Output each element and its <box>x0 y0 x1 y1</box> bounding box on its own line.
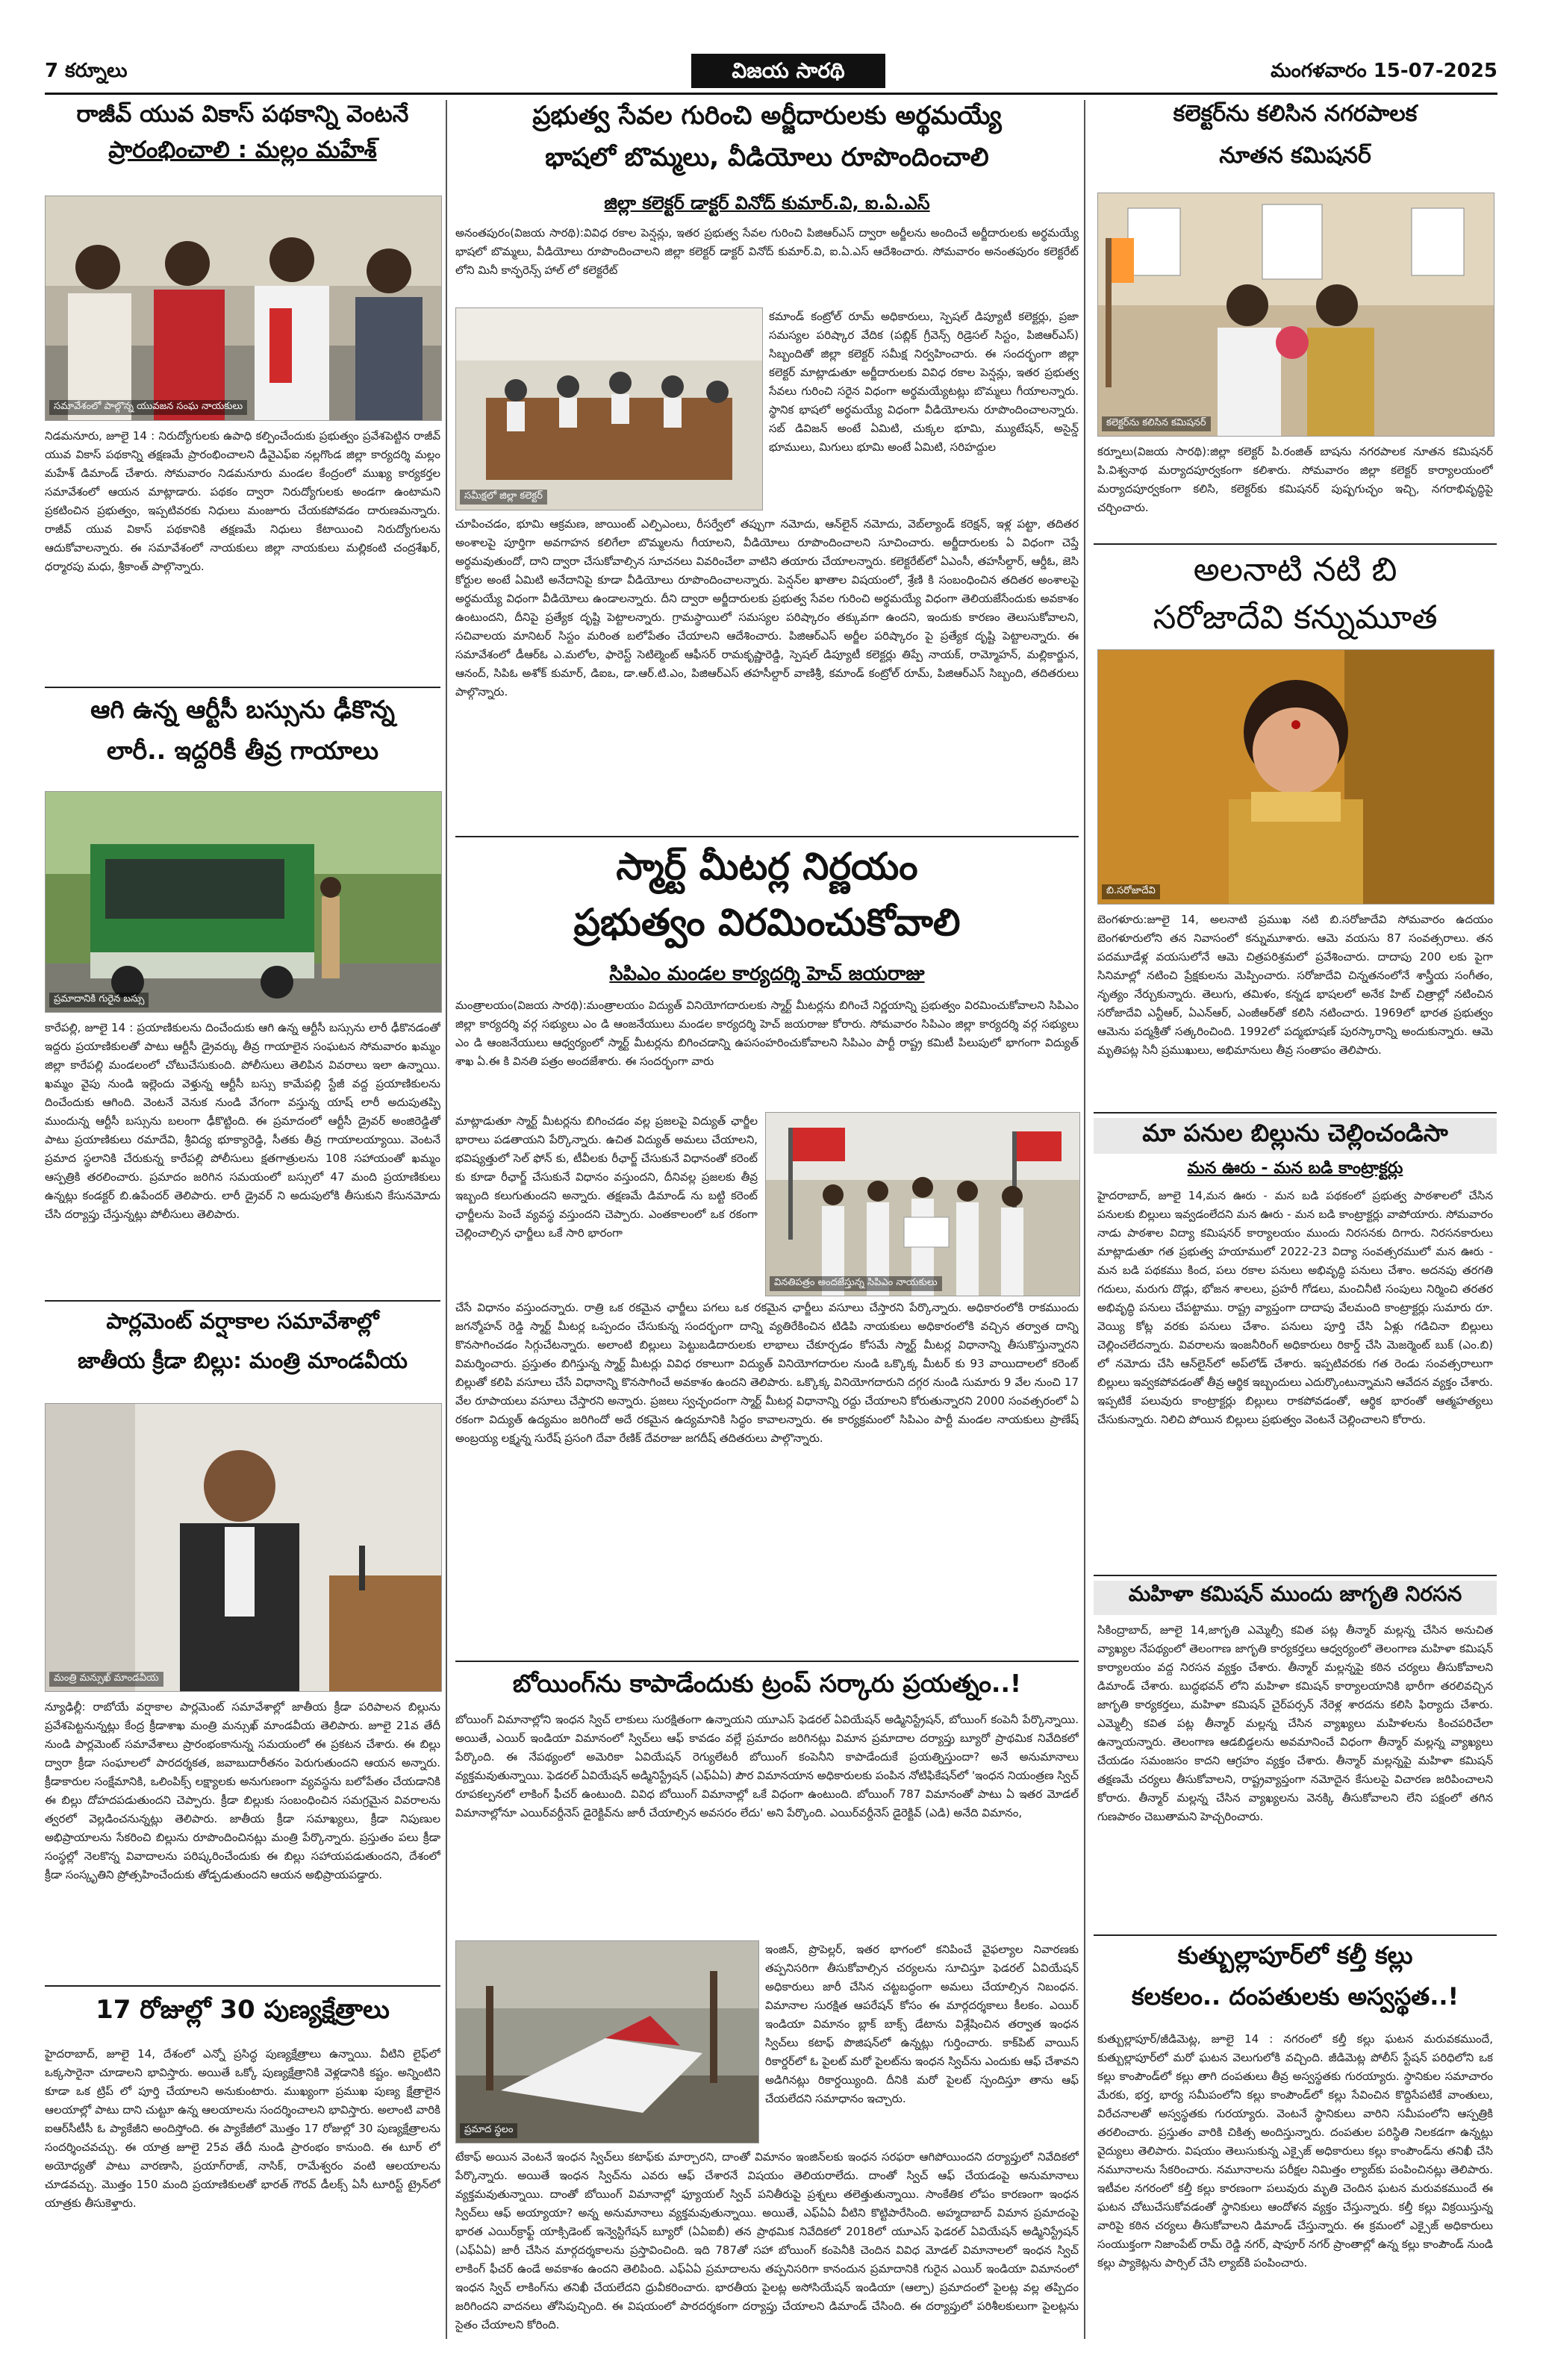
subheadline: మన ఊరు - మన బడి కాంట్రాక్టర్లు <box>1187 1159 1403 1178</box>
story-body: న్యూఢిల్లీ: రాబోయే వర్షాకాల పార్లమెంట్ సమావేశాల్లో జాతీయ క్రీడా పరిపాలన బిల్లును ప్రవేశపెట్టనున్నట్లు కేంద్ర క్రీడాశాఖ మంత్రి మన్సుఖ్ మాండవీయ తెలిపారు. జూలై 21వ తేదీ నుండి పార్లమెంట్ సమావేశాలు ప్రారంభంకానున్న సమయంలో ఈ ప్రకటన చేశారు. ఈ బిల్లు ద్వారా క్రీడా సంఘాలలో పారదర్శకత, జవాబుదారీతనం పెరుగుతుందని ఆయన అన్నారు. క్రీడాకారుల సంక్షేమానికి, ఒలింపిక్స్ లక్ష్యాలకు అనుగుణంగా వ్యవస్థను బలోపేతం చేయడానికి ఈ బిల్లు దోహదపడుతుందని చెప్పారు. క్రీడా బిల్లుకు సంబంధించిన సమగ్రమైన వివరాలను త్వరలో వెల్లడించనున్నట్లు తెలిపారు. జాతీయ క్రీడా సమాఖ్యలు, క్రీడా నిపుణుల అభిప్రాయాలను సేకరించి బిల్లును రూపొందించినట్లు మంత్రి పేర్కొన్నారు. ప్రస్తుతం పలు క్రీడా సంస్థల్లో నెలకొన్న వివాదాలను పరిష్కరించేందుకు ఈ బిల్లు సహాయపడుతుందని, దేశంలో క్రీడా సంస్కృతిని ప్రోత్సహించేందుకు తోడ్పడుతుందని ఆయన అభిప్రాయపడ్డారు. <box>45 1700 440 1881</box>
story-body: చేసే విధానం వస్తుందన్నారు. రాత్రి ఒక రకమైన ఛార్జీలు పగలు ఒక రకమైన ఛార్జీలు వసూలు చేస్తారని పేర్కొన్నారు. అధికారంలోకి రాకముందు జగన్మోహన్ రెడ్డి స్మార్ట్ మీటర్ల ఒప్పందం చేసుకున్న సందర్భంగా దాన్ని వ్యతిరేకించిన టిడిపి నాయకులు అధికారంలోకి వచ్చిన తర్వాత దాన్ని కొనసాగించడం సిగ్గుచేటన్నారు. అలాంటి బిల్లులు పెట్టుబడిదారులకు లాభాలు చేకూర్చడం కోసమే స్మార్ట్ మీటర్ల విధానాన్ని తీసుకొస్తున్నారని విమర్శించారు. ప్రస్తుతం బిగిస్తున్న స్మార్ట్ మీటర్లు వివిధ రకాలుగా విద్యుత్ వినియోగదారుల నుండి ఒక్కొక్క మీటర్ కు 93 వాయిదాలలో కరెంట్ బిల్లుతో కలిపి వసూలు చేసే విధానాన్ని కొనసాగించే అవకాశం ఉందని తెలిపారు. ఒక్కొక్క వినియోగదారుని దగ్గర నుండి సుమారు 9 వేల నుంచి 17 వేల రూపాయలు వసూలు చేస్తారని అన్నారు. ప్రజలు స్వచ్ఛందంగా స్మార్ట్ మీటర్ల విధానాన్ని రద్దు చేయాలని కోరుతున్నారని 2000 సంవత్సరంలో ఏ రకంగా విద్యుత్ ఉద్యమం జరిగిందో అదే రకమైన ఉద్యమానికి సిద్ధం కావాలన్నారు. ఈ కార్యక్రమంలో సిపిఎం పార్టీ మండల నాయకులు ప్రాణేష్ అంబ్రయ్య లక్ష్మన్న సురేష్ ప్రసంగి దేవా రేణిక్ దేవరాజు జగదీష్ తదితరులు పాల్గొన్నారు. <box>455 1301 1079 1445</box>
headline: 17 రోజుల్లో 30 పుణ్యక్షేత్రాలు <box>96 1995 390 2025</box>
photo-caption: ప్రమాదానికి గురైన బస్సు <box>49 993 149 1008</box>
headline: భాషలో బొమ్మలు, వీడియోలు రూపొందించాలి <box>545 143 989 172</box>
photo-caption: బి.సరోజాదేవి <box>1102 884 1160 899</box>
photo-caption: సమీక్షలో జిల్లా కలెక్టర్ <box>460 490 547 505</box>
bus-accident-photo <box>45 791 442 1013</box>
subheadline: జిల్లా కలెక్టర్ డాక్టర్ వినోద్ కుమార్.వి, ఐ.ఏ.ఎస్ <box>604 193 930 213</box>
page-number: 7 కర్నూలు <box>45 60 128 82</box>
masthead <box>45 54 1497 95</box>
headline: ప్రభుత్వ సేవల గురించి అర్జీదారులకు అర్థమయ్యే <box>532 101 1002 131</box>
photo-caption: మంత్రి మన్సుఖ్ మాండవీయ <box>49 1672 163 1687</box>
headline: కలెక్టర్‌ను కలిసిన నగరపాలక <box>1173 101 1418 127</box>
story-body: కర్నూలు(విజయ సారథి):జిల్లా కలెక్టర్ పి.రంజిత్ బాషను నగరపాలక నూతన కమిషనర్ పి.విశ్వనాథ మర్యాదపూర్వకంగా కలిశారు. సోమవారం జిల్లా కలెక్టర్ కార్యాలయంలో మర్యాదపూర్వకంగా కలిసి, కలెక్టర్‌కు కమిషనర్ పుష్పగుచ్ఛం ఇచ్చి, నగరాభివృద్ధిపై చర్చించారు. <box>1097 445 1493 514</box>
headline: రాజీవ్ యువ వికాస్ పథకాన్ని వెంటనే <box>76 101 409 128</box>
story-body: మాట్లాడుతూ స్మార్ట్ మీటర్లను బిగించడం వల్ల ప్రజలపై విద్యుత్ ఛార్జీల భారాలు పడతాయని పేర్కొన్నారు. ఉచిత విద్యుత్ అమలు చేయాలని, భవిష్యత్తులో సెల్ ఫోన్ కు, టీవీలకు రీఛార్జ్ చేసుకునే విధానంతో కరెంట్ కు కూడా రీఛార్జ్ చేసుకునే విధానం వస్తుందని, దీనివల్ల ప్రజలకు తీవ్ర ఇబ్బంది కలుగుతుందని అన్నారు. తక్షణమే డిమాండ్ ను బట్టి కరెంట్ ఛార్జీలను పెంచే వ్యవస్థ వస్తుందని చెప్పారు. ఎంతకాలంలో ఒక రకంగా చెల్లించాల్సిన ఛార్జీలు ఒకే సారి భారంగా <box>455 1114 758 1240</box>
divider <box>45 1985 440 1987</box>
subheadline: సిపిఎం మండల కార్యదర్శి హెచ్ జయరాజు <box>609 963 925 985</box>
collector-meeting-photo <box>455 307 763 510</box>
story-body: హైదరాబాద్, జూలై 14,మన ఊరు - మన బడి పథకంలో ప్రభుత్వ పాఠశాలలో చేసిన పనులకు బిల్లులు ఇవ్వడంలేదని మన ఊరు - మన బడి కాంట్రాక్టర్లు వాపోయారు. సోమవారం నాడు పాఠశాల విద్యా కమిషనర్ కార్యాలయం ముందు నిరసనకు దిగారు. నిరసనకారులు మాట్లాడుతూ గత ప్రభుత్వ హయాములో 2022-23 విద్యా సంవత్సరములో మన ఊరు - మన బడి పథకము కింద, పలు రకాల పనులు అభివృద్ధి పనులు చేశాం. అదనపు తరగతి గదులు, మరుగు దొడ్లు, భోజన శాలలు, ప్రహరీ గోడలు, మంచినీటి సంపులు నిర్మించి తరతర అభివృద్ధి పనులు చేపట్టాము. రాష్ట్ర వ్యాప్తంగా దాదాపు వేలమంది కాంట్రాక్టర్లు సుమారు రూ. వెయ్యి కోట్ల వరకు పనులు చేశాం. పనులు పూర్తి చేసి ఏళ్లు గడిచినా బిల్లులు చెల్లించలేదన్నారు. వివరాలను ఇంజనీరింగ్ అధికారులు రికార్డ్ చేసి మెజర్మెంట్ బుక్ (ఎం.బి) లో నమోదు చేసి ఆన్‌లైన్‌లో అప్‌లోడ్ చేశారు. ఇప్పటివరకు గత రెండు సంవత్సరాలుగా బిల్లులు ఇవ్వకపోవడంతో తీవ్ర ఆర్థిక ఇబ్బందులు ఎదుర్కొంటున్నామని ఆవేదన వ్యక్తం చేశారు. ఇప్పటికే పలువురు కాంట్రాక్టర్లు బిల్లులు రాకపోవడంతో, ఆర్థిక భారంతో ఆత్మహత్యలు చేసుకున్నారు. నిలిచి పోయిన బిల్లులు ప్రభుత్వం వెంటనే చెల్లించాలని కోరారు. <box>1097 1189 1493 1426</box>
group-photo-image <box>46 196 441 420</box>
divider <box>45 687 440 688</box>
story-body: అనంతపురం(విజయ సారథి):వివిధ రకాల పెన్షన్లు, ఇతర ప్రభుత్వ సేవల గురించి పిజిఆర్ఎస్ ద్వారా అర్జీలను అందించే అర్జీదారులకు అర్థమయ్యే భాషలో బొమ్మలు, వీడియోలు రూపొందించాలని జిల్లా కలెక్టర్ డాక్టర్ వినోద్ కుమార్.వి, ఐ.ఏ.ఎస్ ఆదేశించారు. సోమవారం అనంతపురం కలెక్టరేట్ లోని మినీ కాన్ఫరెన్స్ హాల్ లో కలెక్టరేట్ <box>455 226 1079 277</box>
headline: మహిళా కమిషన్ ముందు జాగృతి నిరసన <box>1094 1581 1497 1615</box>
headline: మా పనుల బిల్లును చెల్లించండిసా <box>1094 1118 1497 1154</box>
story-body: సికింద్రాబాద్, జూలై 14,జాగృతి ఎమ్మెల్సీ కవిత పట్ల తీన్మార్ మల్లన్న చేసిన అనుచిత వ్యాఖ్యల నేపథ్యంలో తెలంగాణ జాగృతి కార్యకర్తలు ఆధ్వర్యంలో తెలంగాణ మహిళా కమిషన్ కార్యాలయం వద్ద నిరసన వ్యక్తం చేశారు. తీన్మార్ మల్లన్నపై కఠిన చర్యలు తీసుకోవాలని డిమాండ్ చేశారు. బుద్ధభవన్ లోని మహిళా కమిషన్ కార్యాలయానికి భారీగా తరలివచ్చిన జాగృతి కార్యకర్తలు, మహిళా కమిషన్ చైర్‌పర్సన్ నేరెళ్ల శారదను కలిసి ఫిర్యాదు చేశారు. ఎమ్మెల్సీ కవిత పట్ల తీన్మార్ మల్లన్న చేసిన వ్యాఖ్యలు మహిళలను కించపరిచేలా ఉన్నాయన్నారు. తెలంగాణ ఆడబిడ్డలను అవమానించే విధంగా తీన్మార్ మల్లన్న వ్యాఖ్యలు చేయడం సమంజసం కాదని ఆగ్రహం వ్యక్తం చేశారు. తీన్మార్ మల్లన్నపై మహిళా కమిషన్ తక్షణమే చర్యలు తీసుకోవాలని, రాష్ట్రవ్యాప్తంగా నమోదైన కేసులపై విచారణ జరిపించాలని కోరారు. తీన్మార్ మల్లన్న చేసిన వ్యాఖ్యలను వెనక్కి తీసుకోవాలని లేని పక్షంలో తగిన గుణపాఠం చెబుతామని హెచ్చరించారు. <box>1097 1623 1493 1823</box>
story-body: కుత్బుల్లాపూర్/జీడిమెట్ల, జూలై 14 : నగరంలో కల్తీ కల్లు ఘటన మరువకముందే, కుత్బుల్లాపూర్‌లో మరో ఘటన వెలుగులోకి వచ్చింది. జీడిమెట్ల పోలీస్ స్టేషన్ పరిధిలోని ఒక కల్లు కాంపౌండ్‌లో కల్లు తాగి దంపతులు తీవ్ర అస్వస్థతకు గురయ్యారు. స్థానికుల సమాచారం మేరకు, భర్త, భార్య సమీపంలోని కల్లు కాంపౌండ్‌లో కల్లు సేవించిన కొద్దిసేపటికే వాంతులు, విరేచనాలతో అస్వస్థతకు గురయ్యారు. వెంటనే స్థానికులు వారిని సమీపంలోని ఆస్పత్రికి తరలించారు. ప్రస్తుతం వారికి చికిత్స అందిస్తున్నారు. దంపతుల పరిస్థితి నిలకడగా ఉన్నట్లు వైద్యులు తెలిపారు. విషయం తెలుసుకున్న ఎక్సైజ్ అధికారులు కల్లు కాంపౌండ్‌ను తనిఖీ చేసి నమూనాలను సేకరించారు. నమూనాలను పరీక్షల నిమిత్తం ల్యాబ్‌కు పంపించినట్లు తెలిపారు. ఇటీవల నగరంలో కల్తీ కల్లు కారణంగా పలువురు మృతి చెందిన ఘటన మరువకముందే ఈ ఘటన చోటుచేసుకోవడంతో స్థానికులు ఆందోళన వ్యక్తం చేస్తున్నారు. కల్తీ కల్లు విక్రయిస్తున్న వారిపై కఠిన చర్యలు తీసుకోవాలని డిమాండ్ చేస్తున్నారు. ఈ క్రమంలో ఎక్సైజ్ అధికారులు సంయుక్తంగా నిజాంపేట్ రామ్ రెడ్డి నగర్, షాపూర్ నగర్ ప్రాంతాల్లో ఉన్న కల్లు కాంపౌండ్ నుండి కల్లు ప్యాకెట్లను పార్సిల్ చేసి ల్యాబ్‌కి పంపించారు. <box>1097 2032 1493 2270</box>
story-body: కారేపల్లి, జూలై 14 : ప్రయాణికులను దించేందుకు ఆగి ఉన్న ఆర్టీసీ బస్సును లారీ ఢీకొనడంతో ఇద్దరు ప్రయాణికులతో పాటు ఆర్టీసీ డ్రైవర్కు తీవ్ర గాయాలైన సంఘటన సోమవారం ఖమ్మం జిల్లా కారేపల్లి మండలంలో చోటుచేసుకుంది. పోలీసులు తెలిపిన వివరాలు ఇలా ఉన్నాయి. ఖమ్మం వైపు నుండి ఇల్లెందు వెళ్తున్న ఆర్టీసీ బస్సు కామేపల్లి స్టేజీ వద్ద ప్రయాణికులను దించేందుకు ఆగింది. వెంటనే వెనుక నుండి వేగంగా వస్తున్న యాష్ లారీ అదుపుతప్పి ముందున్న ఆర్టీసీ బస్సును బలంగా ఢీకొట్టింది. ఈ ప్రమాదంలో ఆర్టీసీ డ్రైవర్ అంజిరెడ్డితో పాటు ప్రయాణికులు రమాదేవి, శ్రీవిద్య భూక్యారెడ్డి, సీతకు తీవ్ర గాయాలయ్యాయి. వెంటనే ప్రమాద స్థలానికి చేరుకున్న కారేపల్లి పోలీసులు క్షతగాత్రులను 108 సహాయంతో ఖమ్మం ఆస్పత్రికి తరలించారు. ప్రమాదం జరిగిన సమయంలో బస్సులో 47 మంది ప్రయాణికులు ఉన్నట్లు కండక్టర్ బి.ఉపేందర్ తెలిపారు. లారీ డ్రైవర్ ని అదుపులోకి తీసుకుని కేసునమోదు చేసి దర్యాప్తు చేస్తున్నట్లు పోలీసులు తెలిపారు. <box>45 1021 440 1221</box>
story-body: ఇంజిన్, ప్రొపెల్లర్, ఇతర భాగంలో కనిపించే వైఫల్యాల నివారణకు తప్పనిసరిగా తీసుకోవాల్సిన చర్యలను సూచిస్తూ ఫెడరల్ ఏవియేషన్ అధికారులు జారీ చేసిన చట్టబద్ధంగా అమలు చేయాల్సిన నిబంధన. విమానాల సురక్షిత ఆపరేషన్ కోసం ఈ మార్గదర్శకాలు కీలకం. ఎయిర్ ఇండియా విమానం బ్లాక్ బాక్స్ డేటాను విశ్లేషించిన తర్వాత ఇంధన స్విచ్‌లు కటాఫ్ పొజిషన్‌లో ఉన్నట్లు గుర్తించారు. కాక్‌పిట్ వాయిస్ రికార్డర్‌లో ఓ పైలట్ మరో పైలట్‌ను ఇంధన స్విచ్‌ను ఎందుకు ఆఫ్ చేశావని అడిగినట్లు రికార్డయ్యింది. దీనికి మరో పైలట్ స్పందిస్తూ తాను ఆఫ్ చేయలేదని సమాధానం ఇచ్చారు. <box>765 1943 1079 2105</box>
cpm-protest-photo <box>765 1112 1080 1296</box>
story-body: చూపించడం, భూమి ఆక్రమణ, జాయింట్ ఎల్పిఎంలు, రీసర్వేలో తప్పుగా నమోదు, ఆన్‌లైన్ నమోదు, వెబ్‌ల్యాండ్ కరెక్షన్, ఇళ్ల పట్టా, తదితర అంశాలపై పూర్తిగా అవగాహన కలిగేలా బొమ్మలను గీయాలని, వీడియోలు రూపొందించాలని సూచించారు. అర్జీదారులకు ఏ విధంగా చెప్తే అర్థమవుతుందో, దాని ద్వారా చేసుకోవాల్సిన సూచనలు వివరించేలా వాటిని తయారు చేయాలన్నారు. కలెక్టరేట్‌లో ఏఎంసీ, తహసీల్దార్, ఆర్డీఓ, జెసి కోర్టుల అంటే ఏమిటి అనేదానిపై కూడా వీడియోలు రూపొందించాలన్నారు. పెన్షన్‌ల ఖాతాల విషయంలో, శ్రేణి కి సంబంధించిన తదితర అంశాలపై అర్థమయ్యే విధంగా వీడియోలు ఉండాలన్నారు. దీని ద్వారా అర్జీదారులకు ప్రభుత్వ సేవల గురించి అర్థమయ్యే విధంగా తెలియజేసేందుకు అవకాశం ఉంటుందని, దీనిపై ప్రత్యేక దృష్టి పెట్టాలన్నారు. గ్రామస్థాయిలో సమస్యల పరిష్కారం తక్కువగా ఉందని, ఇందుకు కారణం తెలుసుకోవాలని, సచివాలయ మానిటర్ సిస్టం మరింత బలోపేతం చేయాలని ఆదేశించారు. పిజిఆర్ఎస్ అర్జీల పరిష్కారం పై ప్రత్యేక దృష్టి పెట్టాలన్నారు. ఈ సమావేశంలో డీఆర్ఓ ఎ.మలోల, ఫారెస్ట్ సెటిల్మెంట్ ఆఫీసర్ రామకృష్ణారెడ్డి, స్పెషల్ డిప్యూటీ కలెక్టర్లు తిప్పే నాయక్, రామ్మోహన్, మల్లికార్జున, ఆనంద్, సిపిఓ అశోక్ కుమార్, డిఐఒ, డా.ఆర్.టి.ఎం, పిజిఆర్ఎస్ తహసీల్దార్ వాణిశ్రీ, కమాండ్ కంట్రోల్ రూమ్, పిజిఆర్ఎస్ సిబ్బంది, తదితరులు పాల్గొన్నారు. <box>455 517 1079 699</box>
headline: ప్రారంభించాలి : మల్లం మహేశ్ <box>108 137 377 163</box>
headline: అలనాటి నటి బి <box>1193 551 1397 589</box>
story-body: కమాండ్ కంట్రోల్ రూమ్ అధికారులు, స్పెషల్ డిప్యూటీ కలెక్టర్లు, ప్రజా సమస్యల పరిష్కార వేదిక (పబ్లిక్ గ్రీవెన్స్ రిడ్రెసల్ సిస్టం, పిజిఆర్ఎస్) సిబ్బందితో జిల్లా కలెక్టర్ సమీక్ష నిర్వహించారు. ఈ సందర్భంగా జిల్లా కలెక్టర్ మాట్లాడుతూ అర్జీదారులకు వివిధ రకాల పెన్షన్లు, ఇతర ప్రభుత్వ సేవలు గురించి సరైన విధంగా అర్థమయ్యేటట్లు బొమ్మలు గీయాలన్నారు. స్థానిక భాషలో అర్థమయ్యే విధంగా వీడియోలను రూపొందించాలన్నారు. సబ్ డివిజన్ అంటే ఏమిటి, చుక్కల భూమి, మ్యుటేషన్, అసైన్డ్ భూములు, మిగులు భూమి అంటే ఏమిటి, సరిహద్దుల <box>769 310 1079 454</box>
headline: ప్రభుత్వం విరమించుకోవాలి <box>573 901 961 944</box>
headline: కలకలం.. దంపతులకు అస్వస్థత..! <box>1131 1982 1459 2011</box>
divider <box>1094 543 1497 545</box>
story-body: హైదరాబాద్, జూలై 14, దేశంలో ఎన్నో ప్రసిద్ధ పుణ్యక్షేత్రాలు ఉన్నాయి. వీటిని లైఫ్‌లో ఒక్కసారైనా చూడాలని భావిస్తారు. అయితే ఒక్కో పుణ్యక్షేత్రానికి వెళ్లడానికి కష్టం. అన్నింటిని కూడా ఒక ట్రిప్ లో పూర్తి చేయాలని అనుకుంటారు. ముఖ్యంగా ప్రముఖ పుణ్య క్షేత్రాలైన ఆలయాల్లో పాటు దాని చుట్టూ ఉన్న ఆలయాలను సందర్శించాలని భావిస్తారు. అలాంటి వారికి ఐఆర్‌సీటీసీ ఓ ప్యాకేజీని అందిస్తోంది. ఈ ప్యాకేజీలో మొత్తం 17 రోజుల్లో 30 పుణ్యక్షేత్రాలను సందర్శించవచ్చు. ఈ యాత్ర జూలై 25వ తేదీ నుండి ప్రారంభం కానుంది. ఈ టూర్ లో అయోధ్యతో పాటు వారణాసి, ప్రయాగ్‌రాజ్, నాసిక్, రామేశ్వరం వంటి ఆలయాలను చూడవచ్చు. మొత్తం 150 మంది ప్రయాణికులతో భారత్ గౌరవ్ డీలక్స్ ఏసీ టూరిస్ట్ ట్రైన్‌లో యాత్రకు తీసుకెళ్తారు. <box>45 2047 440 2210</box>
bus-image <box>46 792 441 1012</box>
headline: సరోజాదేవి కన్నుమూత <box>1153 599 1438 637</box>
divider <box>455 1661 1079 1662</box>
headline: స్మార్ట్ మీటర్ల నిర్ణయం <box>616 845 918 888</box>
office-image <box>1098 193 1494 436</box>
headline: పార్లమెంట్ వర్షాకాల సమావేశాల్లో <box>106 1308 379 1334</box>
divider <box>1094 1934 1497 1936</box>
column-divider <box>1084 100 1085 2339</box>
photo-caption: వినతిపత్రం అందజేస్తున్న సిపిఎం నాయకులు <box>770 1276 942 1291</box>
story-body: బెంగళూరు:జూలై 14, అలనాటి ప్రముఖ నటి బి.సరోజాదేవి సోమవారం ఉదయం బెంగళూరులోని తన నివాసంలో కన్నుమూశారు. ఆమె వయసు 87 సంవత్సరాలు. తన పదమూడేళ్ల వయసులోనే ఆమె చిత్రపరిశ్రమలో ప్రవేశించారు. దాదాపు 200 లకు పైగా సినిమాల్లో నటించి ప్రేక్షకులను మెప్పించారు. సరోజాదేవి చిన్నతనంలోనే శాస్త్రీయ సంగీతం, నృత్యం నేర్చుకున్నారు. తెలుగు, తమిళం, కన్నడ భాషలలో అనేక హిట్ చిత్రాల్లో నటించిన సరోజాదేవి ఎన్టీఆర్, ఏఎన్ఆర్, ఎంజీఆర్‌తో కలిసి నటించారు. 1969లో భారత ప్రభుత్వం ఆమెను పద్మశ్రీతో సత్కరించింది. 1992లో పద్మభూషణ్ పురస్కారాన్ని అందుకున్నారు. ఆమె మృతిపట్ల సినీ ప్రముఖులు, అభిమానులు తీవ్ర సంతాపం తెలిపారు. <box>1097 913 1493 1057</box>
story-body: నిడమనూరు, జూలై 14 : నిరుద్యోగులకు ఉపాధి కల్పించేందుకు ప్రభుత్వం ప్రవేశపెట్టిన రాజీవ్ యువ వికాస్ పథకాన్ని తక్షణమే ప్రారంభించాలని డీవైఎఫ్ఐ నల్లగొండ జిల్లా కార్యదర్శి మల్లం మహేశ్ డిమాండ్ చేశారు. సోమవారం నిడమనూరు మండల కేంద్రంలో ముఖ్య కార్యకర్తల సమావేశంలో ఆయన మాట్లాడారు. పథకం ద్వారా నిరుద్యోగులకు అండగా ఉంటామని ప్రకటించిన ప్రభుత్వం, ఇప్పటివరకు నిధులు మంజూరు చేయకపోవడం దారుణమన్నారు. రాజీవ్ యువ వికాస్ పథకానికి తక్షణమే నిధులు కేటాయించి నిరుద్యోగులను ఆదుకోవాలన్నారు. ఈ సమావేశంలో నాయకులు జిల్లా నాయకులు మల్లికంటి చంద్రశేఖర్, ధర్మారపు మధు, శ్రీకాంత్ పాల్గొన్నారు. <box>45 429 440 573</box>
headline: బోయింగ్‌ను కాపాడేందుకు ట్రంప్ సర్కారు ప్రయత్నం..! <box>512 1669 1022 1698</box>
divider <box>1094 1575 1497 1576</box>
crash-site-photo <box>455 1940 759 2143</box>
actress-image <box>1098 650 1494 904</box>
photo-caption: కలెక్టర్‌ను కలిసిన కమిషనర్ <box>1102 416 1211 431</box>
crash-image <box>456 1941 758 2143</box>
story-body: మంత్రాలయం(విజయ సారథి):మంత్రాలయం విద్యుత్ వినియోగదారులకు స్మార్ట్ మీటర్లను బిగించే నిర్ణయాన్ని ప్రభుత్వం విరమించుకోవాలని సిపిఎం జిల్లా కార్యదర్శి వర్గ సభ్యులు ఎం డి ఆంజనేయులు మండల కార్యదర్శి హెచ్ జయరాజు కోరారు. సోమవారం సిపిఎం జిల్లా కార్యదర్శి వర్గ సభ్యులు ఎం డి ఆంజనేయులు ఆధ్వర్యంలో స్మార్ట్ మీటర్లను బిగించడాన్ని ఉపసంహరించుకోవాలని సిపిఎం పార్టీ రాష్ట్ర కమిటీ పిలుపులో భాగంగా విద్యుత్ శాఖ ఏ.ఈ కి వినతి పత్రం అందజేశారు. ఈ సందర్భంగా వారు <box>455 999 1079 1068</box>
headline: నూతన కమిషనర్ <box>1219 143 1371 169</box>
minister-image <box>46 1404 441 1691</box>
column-divider <box>446 100 447 2339</box>
minister-photo <box>45 1403 442 1692</box>
headline: జాతీయ క్రీడా బిల్లు: మంత్రి మాండవీయ <box>78 1348 408 1373</box>
meeting-image <box>456 308 762 510</box>
actress-photo <box>1097 649 1494 905</box>
headline: లారీ.. ఇద్దరికీ తీవ్ర గాయాలు <box>107 736 378 765</box>
headline: కుత్బుల్లాపూర్‌లో కల్తీ కల్లు <box>1177 1941 1413 1970</box>
issue-date: మంగళవారం 15-07-2025 <box>1271 60 1497 82</box>
youth-leaders-photo <box>45 196 442 421</box>
photo-caption: ప్రమాద స్థలం <box>460 2123 517 2138</box>
photo-caption: సమావేశంలో పాల్గొన్న యువజన సంఘ నాయకులు <box>49 400 247 415</box>
newspaper-title: విజయ సారథి <box>691 54 885 88</box>
divider <box>455 836 1079 837</box>
protest-image <box>766 1113 1079 1296</box>
divider <box>45 1300 440 1302</box>
story-body: బోయింగ్ విమానాల్లోని ఇంధన స్విచ్ లాకులు సురక్షితంగా ఉన్నాయని యూఎస్ ఫెడరల్ ఏవియేషన్ అడ్మినిస్ట్రేషన్, బోయింగ్ కంపెనీ పేర్కొన్నాయి. అయితే, ఎయిర్ ఇండియా విమానంలో స్విచ్‌లు ఆఫ్ కావడం వల్లే ప్రమాదం జరిగినట్లు విమాన ప్రమాదాల దర్యాప్తు బ్యూరో ప్రాథమిక నివేదికలో పేర్కొంది. ఈ నేపథ్యంలో అమెరికా ఏవియేషన్ రెగ్యులేటరీ బోయింగ్ కంపెనీని కాపాడేందుకే ప్రయత్నిస్తుందా? అనే అనుమానాలు వ్యక్తమవుతున్నాయి. ఫెడరల్ ఏవియేషన్ అడ్మినిస్ట్రేషన్ (ఎఫ్ఏఏ) పౌర విమానయాన అధికారులకు పంపిన నోటిఫికేషన్‌లో 'ఇంధన నియంత్రణ స్విచ్ రూపకల్పనలో లాకింగ్ ఫీచర్ ఉంటుంది. వివిధ బోయింగ్ విమానాల్లో ఒకే విధంగా ఉంటుంది. బోయింగ్ 787 విమానంతో పాటు ఏ ఇతర మోడల్ విమానాల్లోనూ ఎయిర్‌వర్దీనెస్ డైరెక్టివ్‌ను జారీ చేయాల్సిన అవసరం లేదు' అని పేర్కొంది. ఎయిర్‌వర్దీనెస్ డైరెక్టివ్ (ఎడి) అనేది విమానం, <box>455 1713 1079 1820</box>
divider <box>1094 1112 1497 1114</box>
collector-commissioner-photo <box>1097 193 1494 437</box>
headline: ఆగి ఉన్న ఆర్టీసీ బస్సును ఢీకొన్న <box>90 695 395 724</box>
story-body: టేకాఫ్ అయిన వెంటనే ఇంధన స్విచ్‌లు కటాఫ్‌కు మార్చారని, దాంతో విమానం ఇంజిన్‌లకు ఇంధన సరఫరా ఆగిపోయిందని దర్యాప్తులో నివేదికలో పేర్కొన్నారు. అయితే ఇంధన స్విచ్‌ను ఎవరు ఆఫ్ చేశారనే విషయం తెలియరాలేదు. దాంతో స్విచ్‌ ఆఫ్ చేయడంపై అనుమానాలు వ్యక్తమవుతున్నాయి. దాంతో బోయింగ్ విమానాల్లో ఫ్యూయల్ స్విచ్ పనితీరుపై ప్రశ్నలు తలెత్తుతున్నాయి. సాంకేతిక లోపం కారణంగా ఇంధన స్విచ్‌లు ఆఫ్ అయ్యాయా? అన్న అనుమానాలు వ్యక్తమవుతున్నాయి. అయితే, ఎఫ్ఏఏ వీటిని కొట్టిపారేసింది. అహ్మదాబాద్ విమాన ప్రమాదంపై భారత ఎయిర్‌క్రాఫ్ట్ యాక్సిడెంట్ ఇన్వెస్టిగేషన్ బ్యూరో (ఏఏఐబీ) తన ప్రాథమిక నివేదికలో 2018లో యూఎస్ ఫెడరల్ ఏవియేషన్ అడ్మినిస్ట్రేషన్ (ఎఫ్ఏఏ) జారీ చేసిన మార్గదర్శకాలను ప్రస్తావించింది. ఇది 787తో సహా బోయింగ్ కంపెనీకి చెందిన వివిధ మోడల్ విమానాలలో ఇంధన స్విచ్ లాకింగ్ ఫీచర్‌ ఉండే అవకాశం ఉందని తెలిపింది. ఎఫ్ఏఏ ప్రమాదాలను తప్పనిసరిగా కానందున ప్రమాదానికి గురైన ఎయిర్ ఇండియా విమానంలో ఇంధన స్విచ్ లాకింగ్‌ను తనిఖీ చేయలేదని ధ్రువీకరించారు. భారతీయ పైలట్ల అసోసియేషన్ ఇండియా (ఆల్పా) ప్రమాదంలో పైలట్ల వల్ల తప్పిదం జరిగిందని వాదనలు తోసిపుచ్చింది. ఈ విషయంలో పారదర్శకంగా దర్యాప్తు చేయాలని డిమాండ్ చేసింది. ఈ దర్యాప్తులో పరిశీలకులుగా పైలట్లను సైతం చేయాలని కోరింది. <box>455 2150 1079 2331</box>
